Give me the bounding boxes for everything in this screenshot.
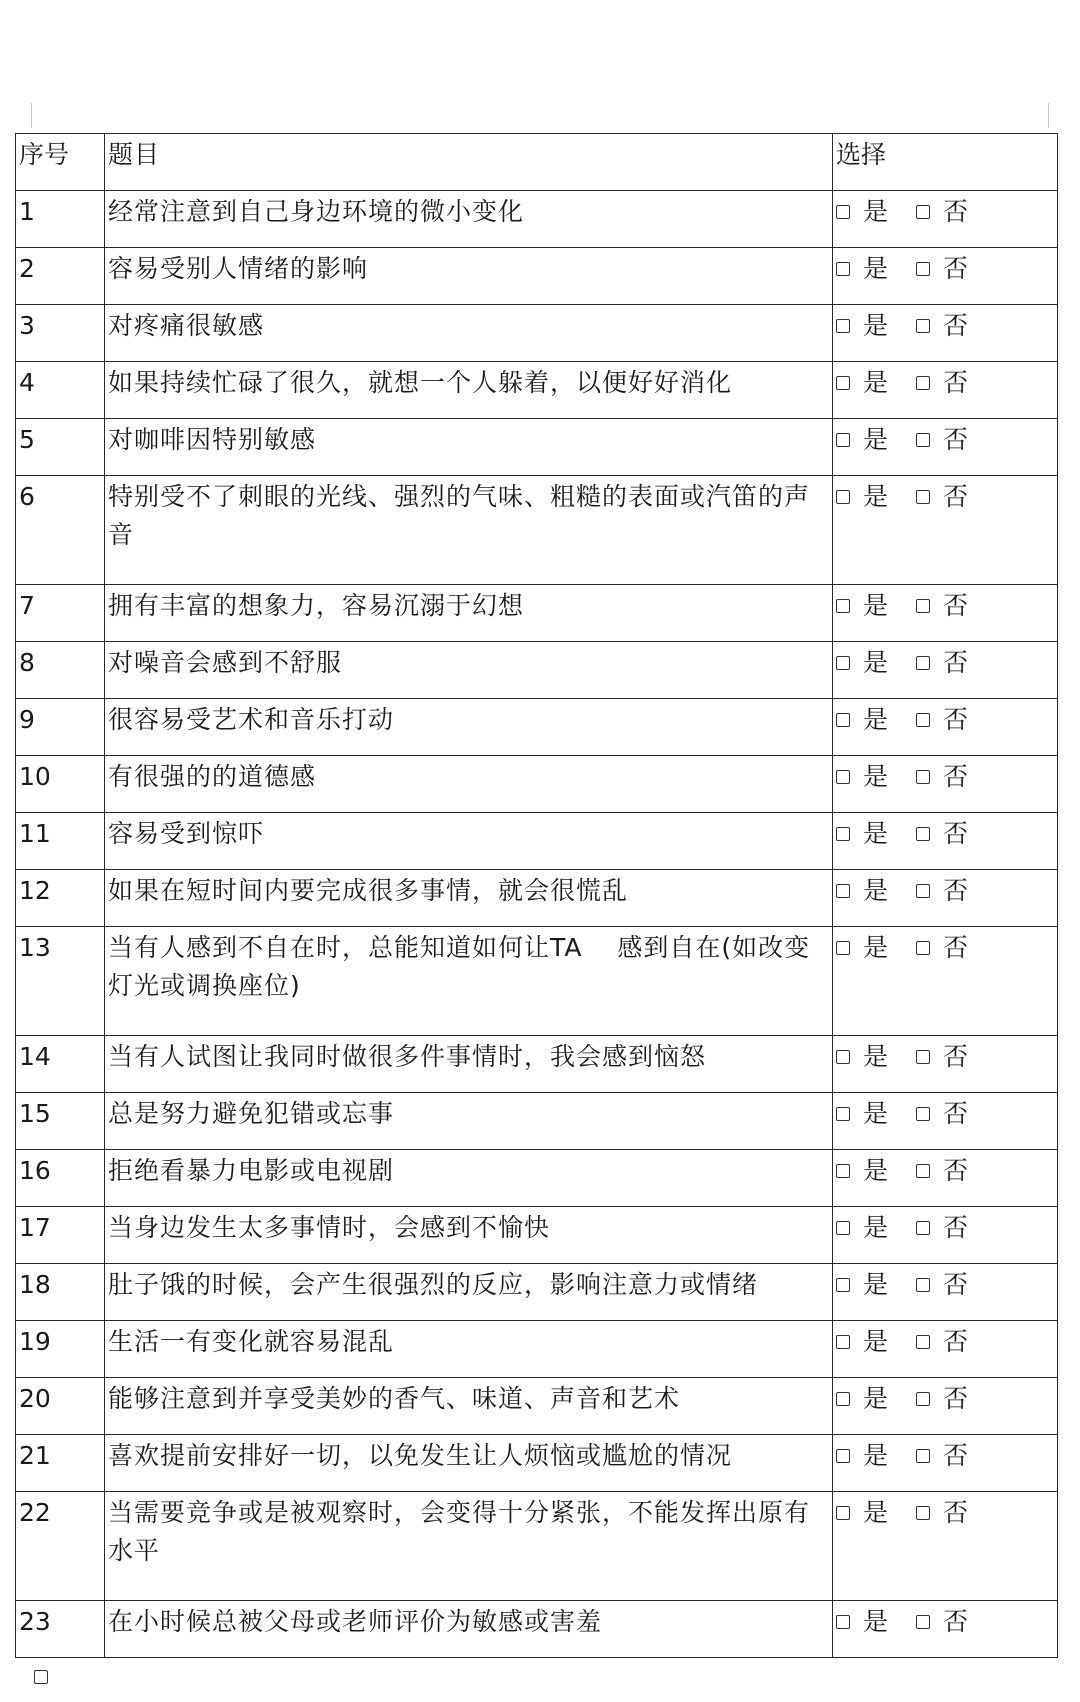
table-row xyxy=(16,1321,1058,1378)
options-group xyxy=(836,758,1057,796)
answer-options xyxy=(833,642,1058,699)
checkbox-no[interactable] xyxy=(916,656,930,670)
option-no[interactable] xyxy=(916,587,968,625)
option-label-no: 否 xyxy=(943,1156,969,1185)
checkbox-no[interactable] xyxy=(916,1449,930,1463)
page-corner-marker-left xyxy=(31,103,32,128)
answer-options xyxy=(833,1207,1058,1264)
question-text: 肚子饿的时候，会产生很强烈的反应，影响注意力或情绪 xyxy=(105,1264,833,1321)
option-no[interactable] xyxy=(916,250,968,288)
option-label-yes: 是 xyxy=(863,197,889,226)
options-group xyxy=(836,1603,1057,1641)
question-text: 当有人感到不自在时，总能知道如何让TA 感到自在(如改变灯光或调换座位) xyxy=(105,927,833,1036)
option-no[interactable] xyxy=(916,364,968,402)
question-number: 23 xyxy=(16,1601,105,1658)
options-group xyxy=(836,587,1057,625)
option-label-no: 否 xyxy=(943,705,969,734)
table-row xyxy=(16,1207,1058,1264)
answer-options xyxy=(833,191,1058,248)
checkbox-no[interactable] xyxy=(916,770,930,784)
options-group xyxy=(836,929,1057,967)
table-row xyxy=(16,642,1058,699)
question-number: 12 xyxy=(16,870,105,927)
checkbox-no[interactable] xyxy=(916,1506,930,1520)
option-label-yes: 是 xyxy=(863,705,889,734)
option-label-yes: 是 xyxy=(863,1156,889,1185)
question-number: 19 xyxy=(16,1321,105,1378)
checkbox-no[interactable] xyxy=(916,599,930,613)
checkbox-no[interactable] xyxy=(916,490,930,504)
option-yes[interactable] xyxy=(836,421,888,459)
question-text: 当有人试图让我同时做很多件事情时，我会感到恼怒 xyxy=(105,1036,833,1093)
option-no[interactable] xyxy=(916,193,968,231)
option-label-yes: 是 xyxy=(863,648,889,677)
table-row xyxy=(16,419,1058,476)
checkbox-no[interactable] xyxy=(916,1615,930,1629)
question-number: 1 xyxy=(16,191,105,248)
options-group xyxy=(836,1266,1057,1304)
checkbox-yes[interactable] xyxy=(836,319,850,333)
checkbox-no[interactable] xyxy=(916,941,930,955)
question-text: 特别受不了刺眼的光线、强烈的气味、粗糙的表面或汽笛的声音 xyxy=(105,476,833,585)
options-group xyxy=(836,701,1057,739)
table-row xyxy=(16,1093,1058,1150)
option-label-yes: 是 xyxy=(863,311,889,340)
answer-options xyxy=(833,419,1058,476)
option-yes[interactable] xyxy=(836,1494,888,1532)
question-text: 有很强的的道德感 xyxy=(105,756,833,813)
answer-options xyxy=(833,1435,1058,1492)
option-yes[interactable] xyxy=(836,1095,888,1133)
option-yes[interactable] xyxy=(836,758,888,796)
options-group xyxy=(836,364,1057,402)
options-group xyxy=(836,815,1057,853)
question-number: 5 xyxy=(16,419,105,476)
option-label-no: 否 xyxy=(943,1042,969,1071)
option-label-yes: 是 xyxy=(863,254,889,283)
question-number: 10 xyxy=(16,756,105,813)
trailing-checkbox[interactable] xyxy=(34,1670,48,1684)
question-text: 对疼痛很敏感 xyxy=(105,305,833,362)
checkbox-yes[interactable] xyxy=(836,1615,850,1629)
checkbox-yes[interactable] xyxy=(836,433,850,447)
option-yes[interactable] xyxy=(836,1603,888,1641)
table-row xyxy=(16,1264,1058,1321)
question-number: 16 xyxy=(16,1150,105,1207)
option-label-yes: 是 xyxy=(863,1384,889,1413)
option-no[interactable] xyxy=(916,1380,968,1418)
option-yes[interactable] xyxy=(836,1266,888,1304)
answer-options xyxy=(833,585,1058,642)
answer-options xyxy=(833,1492,1058,1601)
question-text: 如果在短时间内要完成很多事情，就会很慌乱 xyxy=(105,870,833,927)
question-number: 4 xyxy=(16,362,105,419)
answer-options xyxy=(833,870,1058,927)
options-group xyxy=(836,478,1057,516)
checkbox-no[interactable] xyxy=(916,884,930,898)
table-row xyxy=(16,699,1058,756)
option-label-yes: 是 xyxy=(863,762,889,791)
checkbox-yes[interactable] xyxy=(836,1050,850,1064)
option-label-yes: 是 xyxy=(863,591,889,620)
options-group xyxy=(836,1095,1057,1133)
checkbox-yes[interactable] xyxy=(836,941,850,955)
option-label-yes: 是 xyxy=(863,368,889,397)
question-text: 生活一有变化就容易混乱 xyxy=(105,1321,833,1378)
answer-options xyxy=(833,1036,1058,1093)
question-text: 当需要竞争或是被观察时，会变得十分紧张，不能发挥出原有水平 xyxy=(105,1492,833,1601)
checkbox-yes[interactable] xyxy=(836,713,850,727)
checkbox-no[interactable] xyxy=(916,319,930,333)
options-group xyxy=(836,250,1057,288)
option-no[interactable] xyxy=(916,1603,968,1641)
table-row xyxy=(16,1378,1058,1435)
option-yes[interactable] xyxy=(836,929,888,967)
checkbox-no[interactable] xyxy=(916,1335,930,1349)
option-label-no: 否 xyxy=(943,762,969,791)
checkbox-yes[interactable] xyxy=(836,827,850,841)
checkbox-no[interactable] xyxy=(916,205,930,219)
table-row xyxy=(16,362,1058,419)
option-no[interactable] xyxy=(916,758,968,796)
option-label-no: 否 xyxy=(943,311,969,340)
checkbox-yes[interactable] xyxy=(836,884,850,898)
option-label-no: 否 xyxy=(943,1384,969,1413)
question-number: 6 xyxy=(16,476,105,585)
question-text: 在小时候总被父母或老师评价为敏感或害羞 xyxy=(105,1601,833,1658)
table-row xyxy=(16,191,1058,248)
options-group xyxy=(836,1437,1057,1475)
options-group xyxy=(836,421,1057,459)
answer-options xyxy=(833,1093,1058,1150)
option-label-no: 否 xyxy=(943,876,969,905)
answer-options xyxy=(833,756,1058,813)
option-label-yes: 是 xyxy=(863,933,889,962)
option-label-no: 否 xyxy=(943,425,969,454)
question-text: 容易受别人情绪的影响 xyxy=(105,248,833,305)
question-number: 22 xyxy=(16,1492,105,1601)
option-no[interactable] xyxy=(916,701,968,739)
answer-options xyxy=(833,1321,1058,1378)
options-group xyxy=(836,1209,1057,1247)
question-text: 经常注意到自己身边环境的微小变化 xyxy=(105,191,833,248)
checkbox-yes[interactable] xyxy=(836,1107,850,1121)
answer-options xyxy=(833,305,1058,362)
option-yes[interactable] xyxy=(836,815,888,853)
options-group xyxy=(836,307,1057,345)
options-group xyxy=(836,644,1057,682)
option-yes[interactable] xyxy=(836,1323,888,1361)
answer-options xyxy=(833,362,1058,419)
option-yes[interactable] xyxy=(836,587,888,625)
question-text: 当身边发生太多事情时，会感到不愉快 xyxy=(105,1207,833,1264)
options-group xyxy=(836,193,1057,231)
option-label-yes: 是 xyxy=(863,1270,889,1299)
question-number: 8 xyxy=(16,642,105,699)
question-text: 对咖啡因特别敏感 xyxy=(105,419,833,476)
options-group xyxy=(836,872,1057,910)
table-row xyxy=(16,1492,1058,1601)
options-group xyxy=(836,1152,1057,1190)
option-label-yes: 是 xyxy=(863,1607,889,1636)
option-label-no: 否 xyxy=(943,1270,969,1299)
question-text: 总是努力避免犯错或忘事 xyxy=(105,1093,833,1150)
table-row xyxy=(16,1435,1058,1492)
table-row xyxy=(16,1601,1058,1658)
option-no[interactable] xyxy=(916,478,968,516)
answer-options xyxy=(833,1150,1058,1207)
option-no[interactable] xyxy=(916,644,968,682)
option-label-no: 否 xyxy=(943,1099,969,1128)
option-yes[interactable] xyxy=(836,307,888,345)
option-label-no: 否 xyxy=(943,648,969,677)
option-label-no: 否 xyxy=(943,933,969,962)
question-number: 7 xyxy=(16,585,105,642)
question-number: 18 xyxy=(16,1264,105,1321)
table-row xyxy=(16,756,1058,813)
answer-options xyxy=(833,1378,1058,1435)
options-group xyxy=(836,1038,1057,1076)
option-label-no: 否 xyxy=(943,1441,969,1470)
option-no[interactable] xyxy=(916,1494,968,1532)
question-text: 如果持续忙碌了很久，就想一个人躲着，以便好好消化 xyxy=(105,362,833,419)
option-no[interactable] xyxy=(916,1266,968,1304)
question-text: 喜欢提前安排好一切，以免发生让人烦恼或尴尬的情况 xyxy=(105,1435,833,1492)
checkbox-yes[interactable] xyxy=(836,1506,850,1520)
checkbox-yes[interactable] xyxy=(836,1221,850,1235)
option-label-no: 否 xyxy=(943,197,969,226)
option-label-no: 否 xyxy=(943,1213,969,1242)
option-yes[interactable] xyxy=(836,644,888,682)
option-no[interactable] xyxy=(916,307,968,345)
table-row xyxy=(16,1150,1058,1207)
answer-options xyxy=(833,927,1058,1036)
option-yes[interactable] xyxy=(836,193,888,231)
option-label-yes: 是 xyxy=(863,1327,889,1356)
checkbox-yes[interactable] xyxy=(836,376,850,390)
question-number: 15 xyxy=(16,1093,105,1150)
question-text: 拥有丰富的想象力，容易沉溺于幻想 xyxy=(105,585,833,642)
option-yes[interactable] xyxy=(836,1038,888,1076)
question-number: 13 xyxy=(16,927,105,1036)
checkbox-no[interactable] xyxy=(916,1392,930,1406)
options-group xyxy=(836,1380,1057,1418)
option-label-no: 否 xyxy=(943,819,969,848)
question-number: 20 xyxy=(16,1378,105,1435)
question-text: 容易受到惊吓 xyxy=(105,813,833,870)
question-text: 拒绝看暴力电影或电视剧 xyxy=(105,1150,833,1207)
checkbox-yes[interactable] xyxy=(836,1449,850,1463)
page-corner-marker-right xyxy=(1048,103,1049,128)
options-group xyxy=(836,1323,1057,1361)
option-label-yes: 是 xyxy=(863,1441,889,1470)
checkbox-yes[interactable] xyxy=(836,599,850,613)
option-yes[interactable] xyxy=(836,1380,888,1418)
question-text: 能够注意到并享受美妙的香气、味道、声音和艺术 xyxy=(105,1378,833,1435)
question-number: 14 xyxy=(16,1036,105,1093)
option-yes[interactable] xyxy=(836,478,888,516)
option-no[interactable] xyxy=(916,872,968,910)
option-yes[interactable] xyxy=(836,1209,888,1247)
question-text: 对噪音会感到不舒服 xyxy=(105,642,833,699)
checkbox-yes[interactable] xyxy=(836,262,850,276)
header-number: 序号 xyxy=(16,134,105,191)
option-label-yes: 是 xyxy=(863,482,889,511)
option-label-yes: 是 xyxy=(863,1498,889,1527)
table-row xyxy=(16,813,1058,870)
option-no[interactable] xyxy=(916,1323,968,1361)
option-label-yes: 是 xyxy=(863,1042,889,1071)
option-yes[interactable] xyxy=(836,872,888,910)
option-label-no: 否 xyxy=(943,1498,969,1527)
checkbox-yes[interactable] xyxy=(836,1164,850,1178)
option-label-no: 否 xyxy=(943,1327,969,1356)
header-question: 题目 xyxy=(105,134,833,191)
checkbox-no[interactable] xyxy=(916,433,930,447)
questionnaire-table xyxy=(15,133,1058,1658)
checkbox-no[interactable] xyxy=(916,262,930,276)
checkbox-yes[interactable] xyxy=(836,1335,850,1349)
option-label-no: 否 xyxy=(943,591,969,620)
option-no[interactable] xyxy=(916,421,968,459)
table-row xyxy=(16,248,1058,305)
options-group xyxy=(836,1494,1057,1532)
checkbox-no[interactable] xyxy=(916,1107,930,1121)
answer-options xyxy=(833,1264,1058,1321)
option-label-no: 否 xyxy=(943,482,969,511)
checkbox-yes[interactable] xyxy=(836,205,850,219)
table-row xyxy=(16,585,1058,642)
option-no[interactable] xyxy=(916,929,968,967)
table-row xyxy=(16,1036,1058,1093)
option-yes[interactable] xyxy=(836,1152,888,1190)
answer-options xyxy=(833,248,1058,305)
checkbox-yes[interactable] xyxy=(836,656,850,670)
checkbox-no[interactable] xyxy=(916,376,930,390)
option-label-yes: 是 xyxy=(863,819,889,848)
option-yes[interactable] xyxy=(836,1437,888,1475)
checkbox-yes[interactable] xyxy=(836,490,850,504)
header-row xyxy=(16,134,1058,191)
checkbox-yes[interactable] xyxy=(836,1392,850,1406)
option-yes[interactable] xyxy=(836,701,888,739)
table-row xyxy=(16,870,1058,927)
question-number: 9 xyxy=(16,699,105,756)
option-label-no: 否 xyxy=(943,368,969,397)
option-no[interactable] xyxy=(916,815,968,853)
question-text: 很容易受艺术和音乐打动 xyxy=(105,699,833,756)
checkbox-no[interactable] xyxy=(916,1050,930,1064)
checkbox-no[interactable] xyxy=(916,1221,930,1235)
option-no[interactable] xyxy=(916,1152,968,1190)
checkbox-yes[interactable] xyxy=(836,770,850,784)
option-no[interactable] xyxy=(916,1209,968,1247)
question-number: 3 xyxy=(16,305,105,362)
answer-options xyxy=(833,476,1058,585)
answer-options xyxy=(833,813,1058,870)
option-yes[interactable] xyxy=(836,250,888,288)
option-label-yes: 是 xyxy=(863,876,889,905)
table-row xyxy=(16,476,1058,585)
table-row xyxy=(16,305,1058,362)
checkbox-no[interactable] xyxy=(916,1164,930,1178)
checkbox-yes[interactable] xyxy=(836,1278,850,1292)
option-no[interactable] xyxy=(916,1437,968,1475)
answer-options xyxy=(833,699,1058,756)
checkbox-no[interactable] xyxy=(916,1278,930,1292)
checkbox-no[interactable] xyxy=(916,713,930,727)
option-label-no: 否 xyxy=(943,1607,969,1636)
checkbox-no[interactable] xyxy=(916,827,930,841)
option-label-yes: 是 xyxy=(863,425,889,454)
option-no[interactable] xyxy=(916,1095,968,1133)
question-number: 21 xyxy=(16,1435,105,1492)
option-no[interactable] xyxy=(916,1038,968,1076)
header-choice: 选择 xyxy=(833,134,1058,191)
question-number: 11 xyxy=(16,813,105,870)
option-label-yes: 是 xyxy=(863,1099,889,1128)
option-label-yes: 是 xyxy=(863,1213,889,1242)
answer-options xyxy=(833,1601,1058,1658)
question-number: 17 xyxy=(16,1207,105,1264)
option-yes[interactable] xyxy=(836,364,888,402)
question-number: 2 xyxy=(16,248,105,305)
table-row xyxy=(16,927,1058,1036)
option-label-no: 否 xyxy=(943,254,969,283)
